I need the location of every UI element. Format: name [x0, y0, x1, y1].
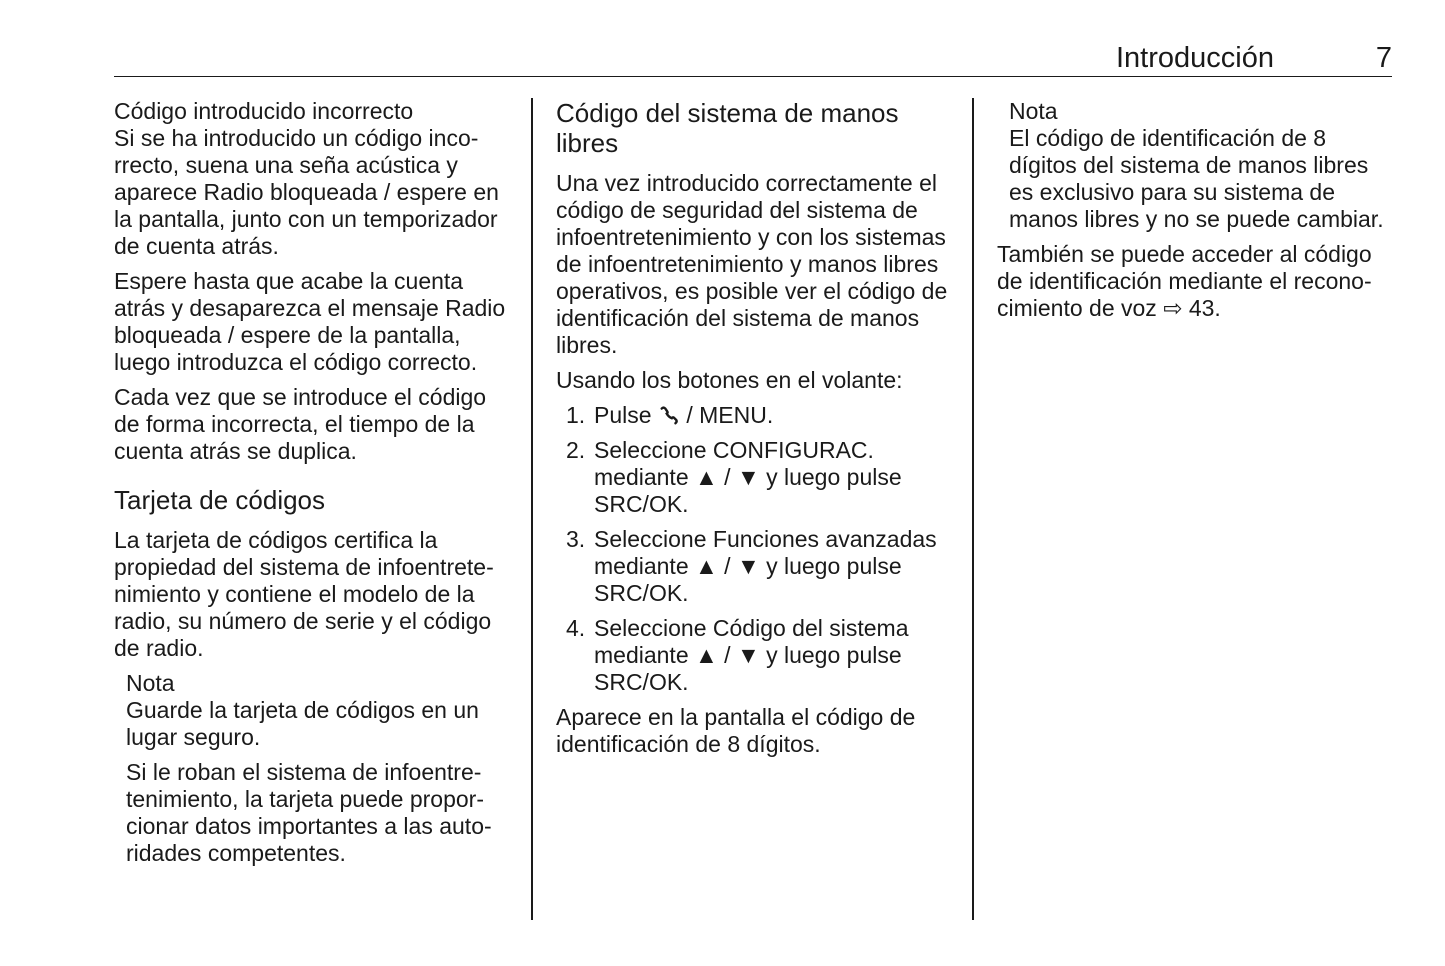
paragraph: Una vez introducido correctamente el código de seguridad del sistema de infoentretenimiento y con los sistemas de infoentretenimiento y manos libres operativos, es posible ver el código de identificación del sistema de manos libres. — [556, 170, 948, 358]
paragraph: Usando los botones en el volante: — [556, 367, 903, 393]
column-right — [997, 98, 1397, 322]
section-heading-code-card: Tarjeta de códigos — [114, 485, 326, 515]
column-divider — [531, 98, 533, 920]
column-middle — [556, 98, 956, 758]
section-heading-handsfree-code: Código del sistema de manos libres — [556, 98, 899, 158]
list-item: 4. Seleccione Código del sistema mediante ▲ / ▼ y luego pulse SRC/OK. — [566, 615, 909, 695]
paragraph: También se puede acceder al código de identificación mediante el reconocimiento de voz ⇨ 43. — [997, 241, 1372, 321]
paragraph: La tarjeta de códigos certifica la propiedad del sistema de infoentretenimiento y contiene el modelo de la radio, su número de serie y el código de radio. — [114, 527, 494, 661]
column-left — [114, 98, 514, 867]
list-item: 1. Pulse / MENU. — [566, 402, 774, 428]
note-box — [997, 98, 1397, 233]
steps-list — [556, 402, 956, 696]
note-text: Si le roban el sistema de infoentretenimiento, la tarjeta puede proporcionar datos importantes a las autoridades competentes. — [126, 759, 492, 866]
subheading-incorrect-code: Código introducido incorrecto — [114, 98, 414, 124]
note-text: Guarde la tarjeta de códigos en un lugar seguro. — [126, 697, 479, 750]
paragraph: Si se ha introducido un código incorrecto, suena una seña acústica y aparece Radio bloqueada / espere en la pantalla, junto con un temporizador de cuenta atrás. — [114, 125, 499, 259]
section-title: Introducción — [1116, 42, 1274, 74]
list-item: 2. Seleccione CONFIGURAC. mediante ▲ / ▼ y luego pulse SRC/OK. — [566, 437, 902, 517]
note-label: Nota — [1009, 98, 1058, 124]
phone-icon — [658, 404, 680, 426]
paragraph: Cada vez que se introduce el código de forma incorrecta, el tiempo de la cuenta atrás se duplica. — [114, 384, 487, 464]
page-number: 7 — [1375, 42, 1392, 74]
note-label: Nota — [126, 670, 175, 696]
column-divider — [972, 98, 974, 920]
note-box — [114, 670, 514, 867]
paragraph: Aparece en la pantalla el código de identificación de 8 dígitos. — [556, 704, 916, 757]
list-item: 3. Seleccione Funciones avanzadas mediante ▲ / ▼ y luego pulse SRC/OK. — [566, 526, 937, 606]
note-text: El código de identificación de 8 dígitos del sistema de manos libres es exclusivo para su sistema de manos libres y no se puede cambiar. — [1009, 125, 1384, 232]
paragraph: Espere hasta que acabe la cuenta atrás y desaparezca el mensaje Radio bloqueada / espere de la pantalla, luego introduzca el código correcto. — [114, 268, 506, 375]
page-header — [114, 38, 1392, 77]
